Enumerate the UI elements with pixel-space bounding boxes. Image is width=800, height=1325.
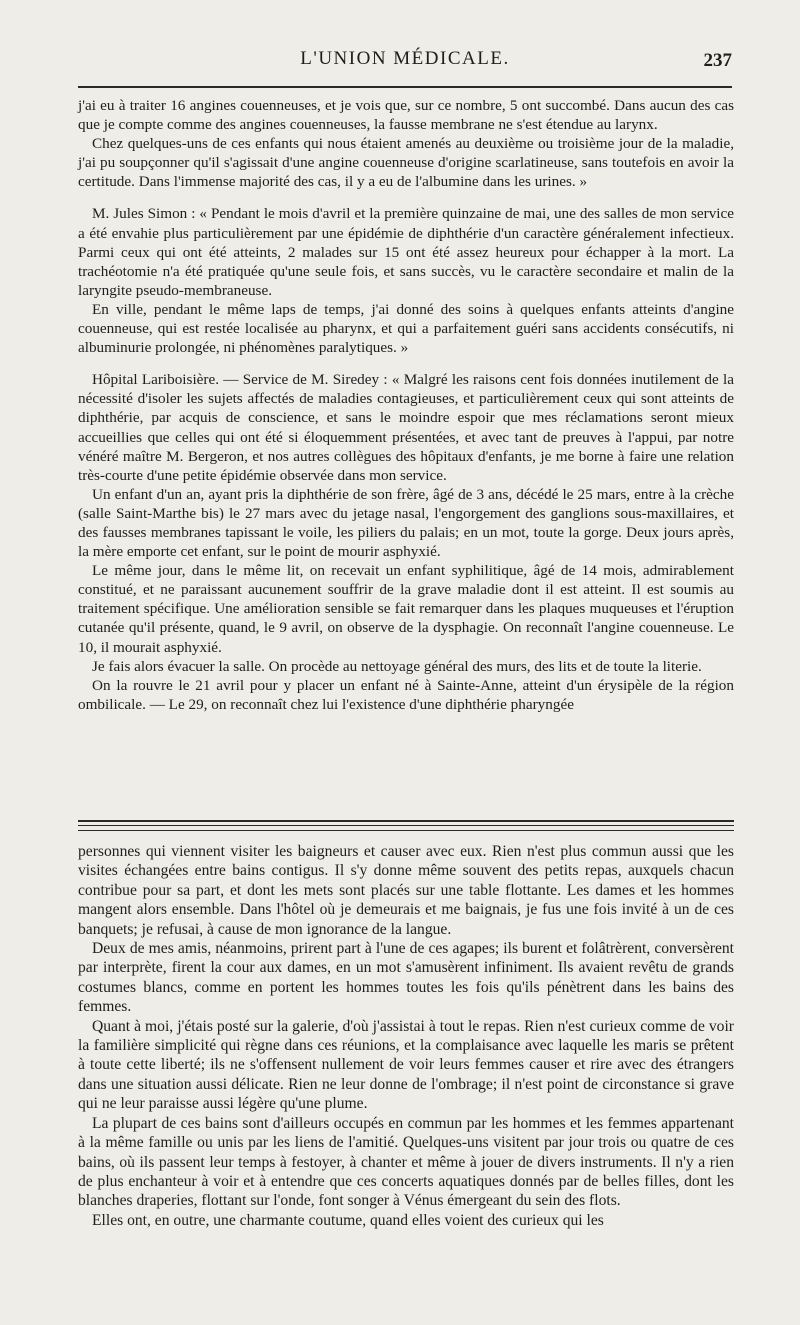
- header-rule: [78, 86, 732, 88]
- paragraph: Je fais alors évacuer la salle. On procède au nettoyage général des murs, des lits et de toute la literie.: [92, 657, 702, 675]
- paragraph: personnes qui viennent visiter les baigneurs et causer avec eux. Rien n'est plus commun aussi que les visites échangées entre bains contigus. Il s'y donne même souvent des petits repas, auxquels chacun contribue pour sa part, et dont les mets sont placés sur une table flottante. Les dames et les hommes mangent alors ensemble. Dans l'hôtel où je demeurais et me baignais, je fus une fois invité à un de ces banquets; je refusai, à cause de mon ignorance de la langue.: [78, 843, 734, 938]
- main-article: [78, 96, 734, 714]
- paragraph: La plupart de ces bains sont d'ailleurs occupés en commun par les hommes et les femmes appartenant à la même famille ou unis par les liens de l'amitié. Quelques-uns visitent par jour trois ou quatre de ces bains, où ils passent leur temps à festoyer, à chanter et même à jouer de divers instruments. Il n'y a rien de plus enchanteur à voir et à entendre que ces concerts aquatiques donnés par de belles filles, dont les blanches draperies, flottant sur l'onde, font songer à Vénus émergeant du sein des flots.: [78, 1114, 734, 1210]
- paragraph: Quant à moi, j'étais posté sur la galerie, d'où j'assistai à tout le repas. Rien n'est curieux comme de voir la familière simplicité qui règne dans ces réunions, et la complaisance avec laquelle les maris se prêtent à toute cette liberté; ils ne s'offensent nullement de voir leurs femmes causer et rire avec des étrangers dans une situation aussi délicate. Rien ne leur donne de l'ombrage; il n'est point de circonstance si grave qui ne leur paraisse aussi légère qu'une plume.: [78, 1017, 734, 1113]
- feuilleton-separator-thin: [78, 830, 734, 831]
- paragraph: Le même jour, dans le même lit, on recevait un enfant syphilitique, âgé de 14 mois, admirablement constitué, et ne paraissant aucunement souffrir de la grave maladie dont il est atteint. Il est soumis au traitement spécifique. Une amélioration sensible se fait remarquer dans les plaques muqueuses et l'éruption cutanée qu'il présente, quand, le 9 avril, on observe de la dysphagie. On reconnaît l'angine couenneuse. Le 10, il mourait asphyxié.: [78, 562, 734, 656]
- paragraph: On la rouvre le 21 avril pour y placer un enfant né à Sainte-Anne, atteint d'un érysipèle de la région ombilicale. — Le 29, on reconnaît chez lui l'existence d'une diphthérie pharyngée: [78, 676, 734, 713]
- page-header: [78, 48, 732, 78]
- paragraph: j'ai eu à traiter 16 angines couenneuses, et je vois que, sur ce nombre, 5 ont succombé. Dans aucun des cas que je compte comme des angines couenneuses, la fausse membrane ne s'est étendue au larynx.: [78, 97, 734, 134]
- paragraph: Deux de mes amis, néanmoins, prirent part à l'une de ces agapes; ils burent et folâtrèrent, conversèrent par interprète, firent la cour aux dames, en un mot s'amusèrent infiniment. Ils avaient revêtu de grands costumes blancs, comme en portent les hommes toutes les fois qu'ils pénètrent dans les bains des femmes.: [78, 940, 734, 1016]
- paragraph: Un enfant d'un an, ayant pris la diphthérie de son frère, âgé de 3 ans, décédé le 25 mars, entre à la crèche (salle Saint-Marthe bis) le 27 mars avec du jetage nasal, l'engorgement des ganglions sous-maxillaires, et des fausses membranes tapissant le voile, les piliers du palais; en un mot, toute la gorge. Deux jours après, la mère emporte cet enfant, sur le point de mourir asphyxié.: [78, 485, 734, 561]
- paragraph-lariboisiere: Hôpital Lariboisière. — Service de M. Siredey : « Malgré les raisons cent fois données inutilement de la nécessité d'isoler les sujets affectés de maladies contagieuses, et particulièrement ceux qui sont atteints de diphthérie, par acquis de conscience, et sans le moindre espoir que mes réclamations seront mieux accueillies que celles qui ont été si éloquemment présentées, et avec tant de preuves à l'appui, par notre vénéré maître M. Bergeron, et nos autres collègues des hôpitaux d'enfants, je me borne à faire une relation très-courte d'une petite épidémie observée dans mon service.: [78, 371, 734, 484]
- paragraph-jules-simon: M. Jules Simon : « Pendant le mois d'avril et la première quinzaine de mai, une des salles de mon service a été envahie plus particulièrement par une épidémie de diphthérie d'un caractère généralement infectieux. Parmi ceux qui ont été atteints, 2 malades sur 15 ont été assez heureux pour échapper à la mort. La trachéotomie n'a été pratiquée qu'une seule fois, et sans succès, vu le caractère secondaire et malin de la laryngite pseudo-membraneuse.: [78, 205, 734, 299]
- paragraph: Chez quelques-uns de ces enfants qui nous étaient amenés au deuxième ou troisième jour de la maladie, j'ai pu soupçonner qu'il s'agissait d'une angine couenneuse d'origine scarlatineuse, sans toutefois en avoir la certitude. Dans l'immense majorité des cas, il y a eu de l'albumine dans les urines. »: [78, 135, 734, 191]
- paragraph: Elles ont, en outre, une charmante coutume, quand elles voient des curieux qui les: [92, 1211, 604, 1229]
- running-title: L'UNION MÉDICALE.: [300, 48, 510, 69]
- paragraph: En ville, pendant le même laps de temps, j'ai donné des soins à quelques enfants atteints d'angine couenneuse, qui est restée localisée au pharynx, et qui a parfaitement guéri sans accidents consécutifs, ni albuminurie prolongée, ni phénomènes paralytiques. »: [78, 300, 734, 357]
- feuilleton-separator: [78, 820, 734, 826]
- feuilleton: [78, 842, 734, 1230]
- page-number: 237: [703, 50, 732, 71]
